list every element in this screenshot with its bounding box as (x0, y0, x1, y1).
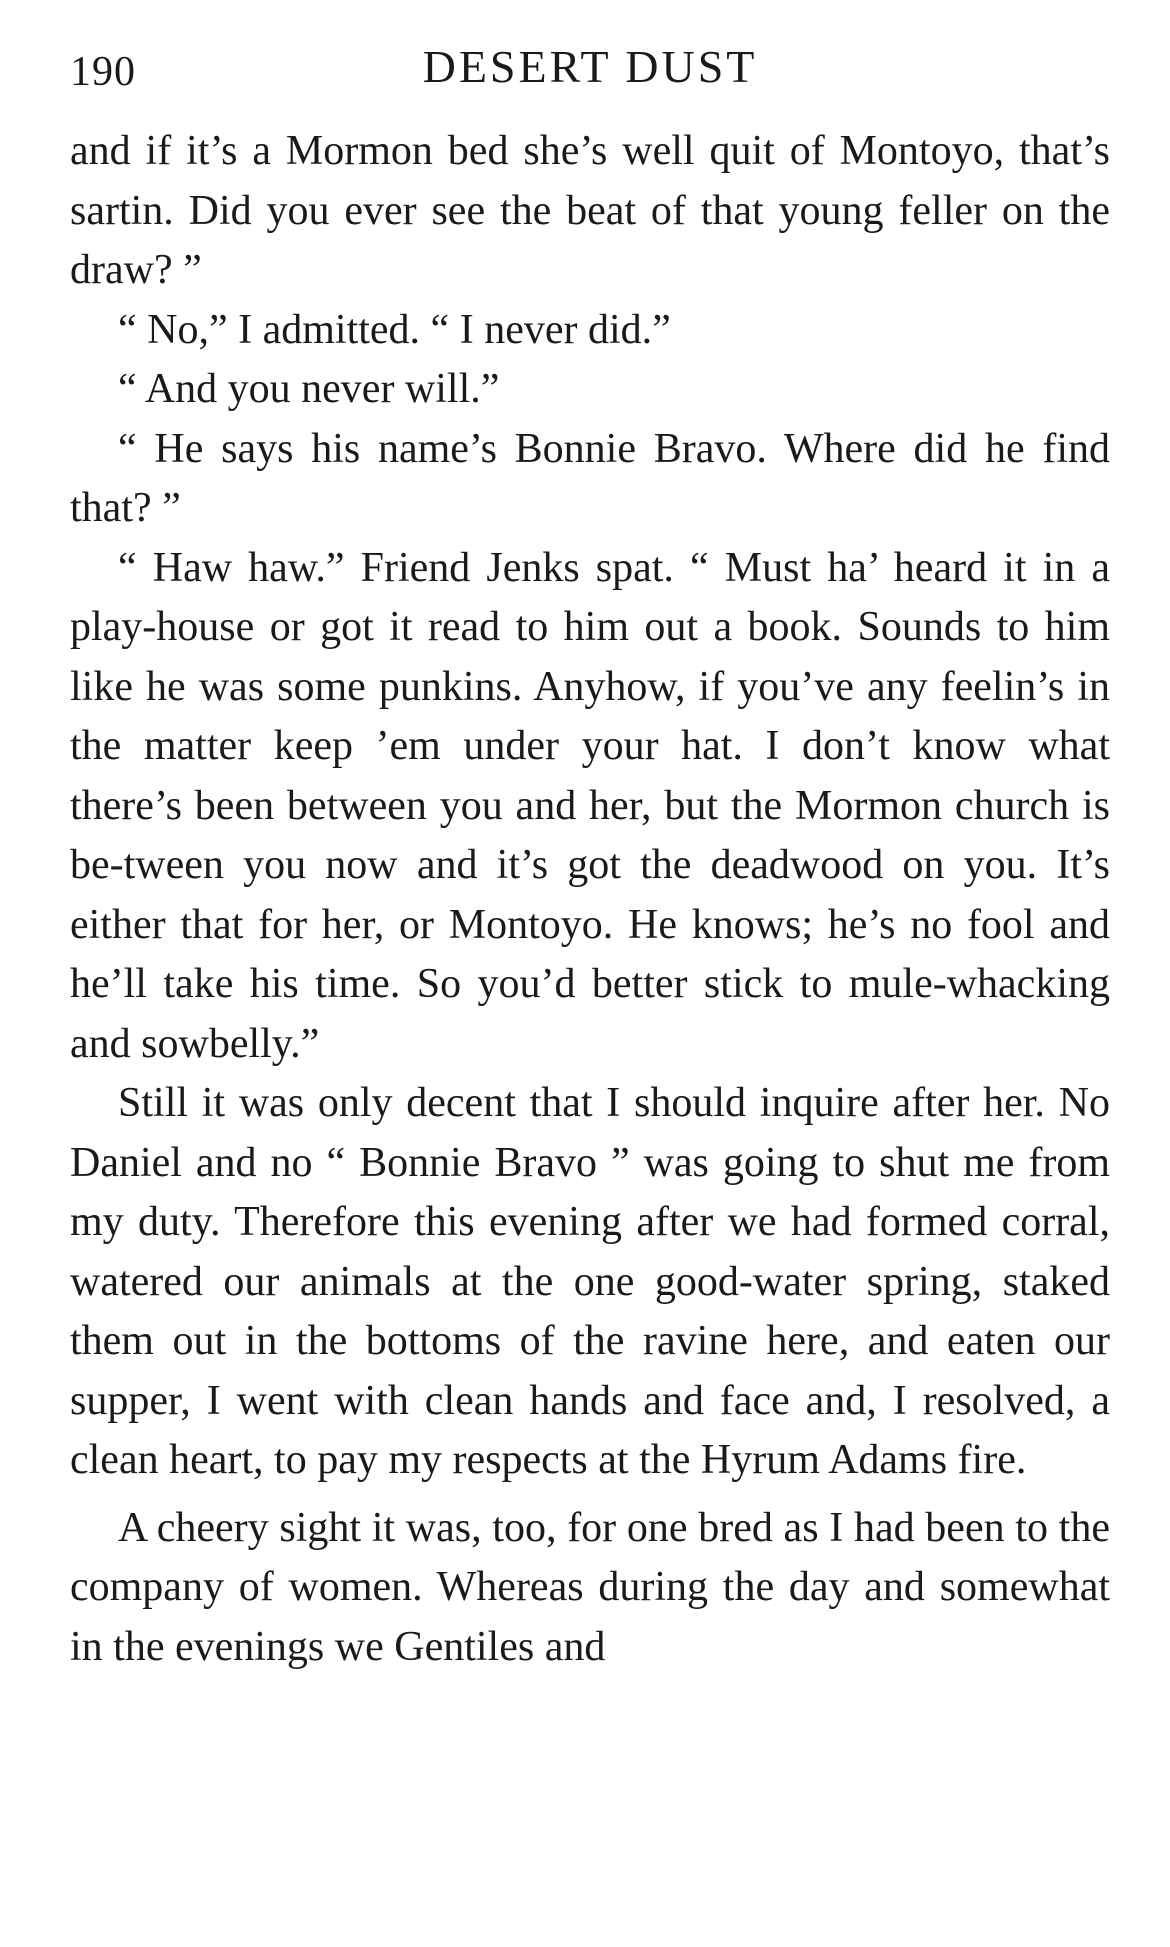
running-title: DESERT DUST (422, 41, 758, 92)
paragraph: “ He says his name’s Bonnie Bravo. Where did he find that? ” (70, 425, 1110, 531)
paragraph: and if it’s a Mormon bed she’s well quit of Montoyo, that’s sartin. Did you ever see the beat of that young feller on the draw? ” (70, 128, 1110, 293)
paragraph: “ Haw haw.” Friend Jenks spat. “ Must ha’ heard it in a play-house or got it read to him out a book. Sounds to him like he was some punkins. Anyhow, if you’ve any feelin’s in the matter keep ’em under your hat. I don’t know what there’s been between you and her, but the Mormon church is be-tween you now and it’s got the deadwood on you. It’s either that for her, or Montoyo. He knows; he’s no fool and he’ll take his time. So you’d better stick to mule-whacking and sowbelly.” (70, 544, 1110, 1067)
body-text (70, 122, 1110, 1677)
page-number: 190 (70, 49, 136, 95)
running-head (70, 40, 1110, 100)
paragraph: A cheery sight it was, too, for one bred as I had been to the company of women. Whereas during the day and somewhat in the evenings we Gentiles and (70, 1504, 1110, 1670)
paragraph: “ No,” I admitted. “ I never did.” (118, 306, 671, 353)
paragraph: Still it was only decent that I should inquire after her. No Daniel and no “ Bonnie Bravo ” was going to shut me from my duty. Therefore this evening after we had formed corral, watered our animals at the one good-water spring, staked them out in the bottoms of the ravine here, and eaten our supper, I went with clean hands and face and, I resolved, a clean heart, to pay my respects at the Hyrum Adams fire. (70, 1080, 1110, 1483)
paragraph: “ And you never will.” (118, 366, 500, 412)
